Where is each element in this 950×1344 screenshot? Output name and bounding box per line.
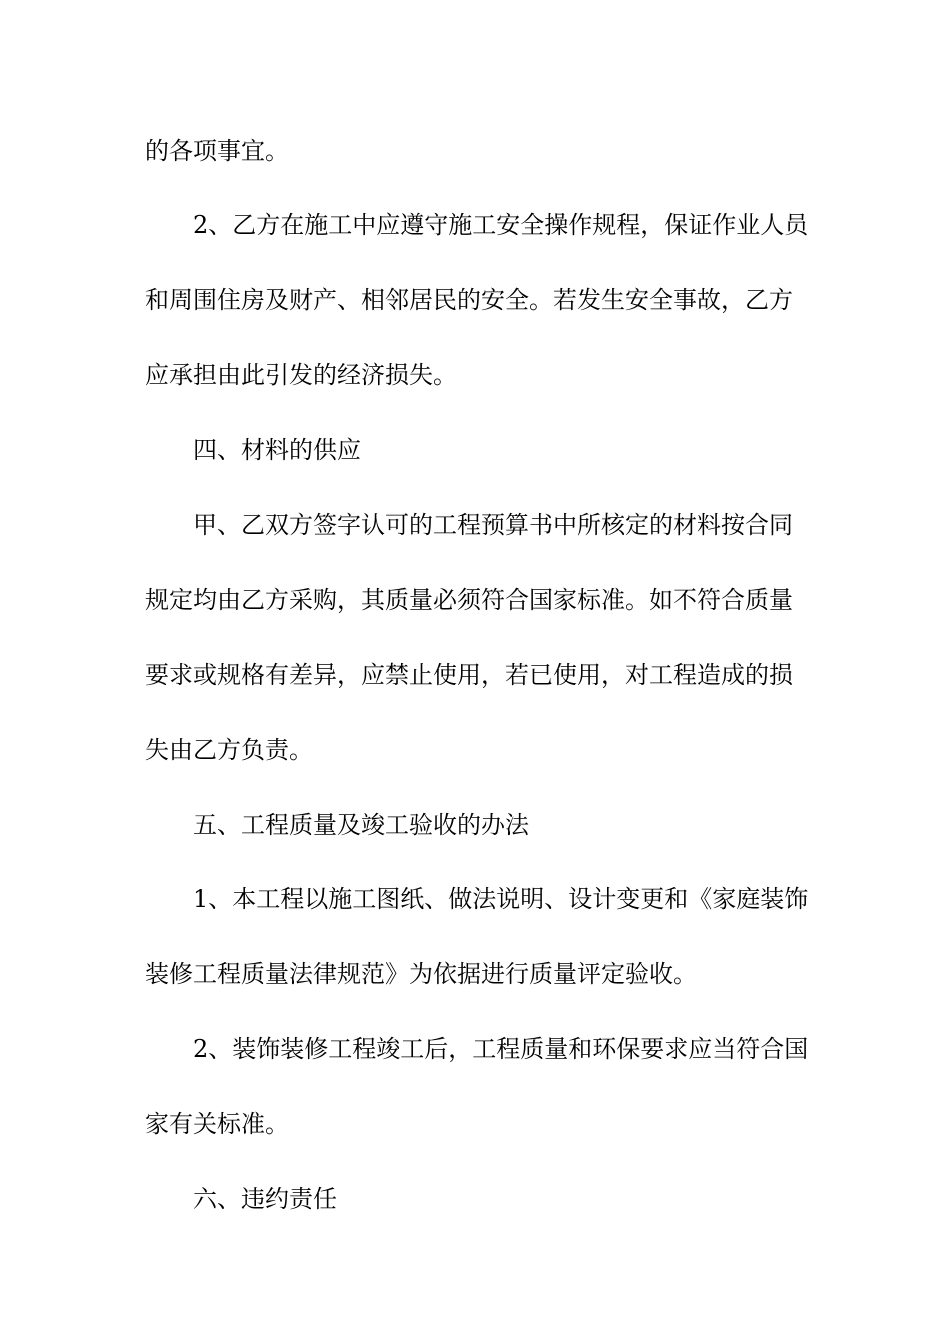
paragraph-line: 甲、乙双方签字认可的工程预算书中所核定的材料按合同 xyxy=(193,511,793,539)
paragraph-line: 和周围住房及财产、相邻居民的安全。若发生安全事故，乙方 xyxy=(145,286,793,314)
clause-5-1-line: 1、本工程以施工图纸、做法说明、设计变更和《家庭装饰 xyxy=(193,885,809,913)
clause-5-2-line: 2、装饰装修工程竣工后，工程质量和环保要求应当符合国 xyxy=(193,1035,809,1063)
paragraph-line: 失由乙方负责。 xyxy=(145,736,313,764)
section-heading-materials: 四、材料的供应 xyxy=(193,436,361,464)
paragraph-line: 规定均由乙方采购，其质量必须符合国家标准。如不符合质量 xyxy=(145,586,793,614)
paragraph-line: 要求或规格有差异，应禁止使用，若已使用，对工程造成的损 xyxy=(145,661,793,689)
paragraph-line: 应承担由此引发的经济损失。 xyxy=(145,361,457,389)
section-heading-quality: 五、工程质量及竣工验收的办法 xyxy=(193,811,529,839)
paragraph-line: 的各项事宜。 xyxy=(145,137,289,165)
section-heading-liability: 六、违约责任 xyxy=(193,1185,337,1213)
paragraph-line: 装修工程质量法律规范》为依据进行质量评定验收。 xyxy=(145,960,697,988)
paragraph-line: 家有关标准。 xyxy=(145,1110,289,1138)
clause-3-2-line: 2、乙方在施工中应遵守施工安全操作规程，保证作业人员 xyxy=(193,211,809,239)
